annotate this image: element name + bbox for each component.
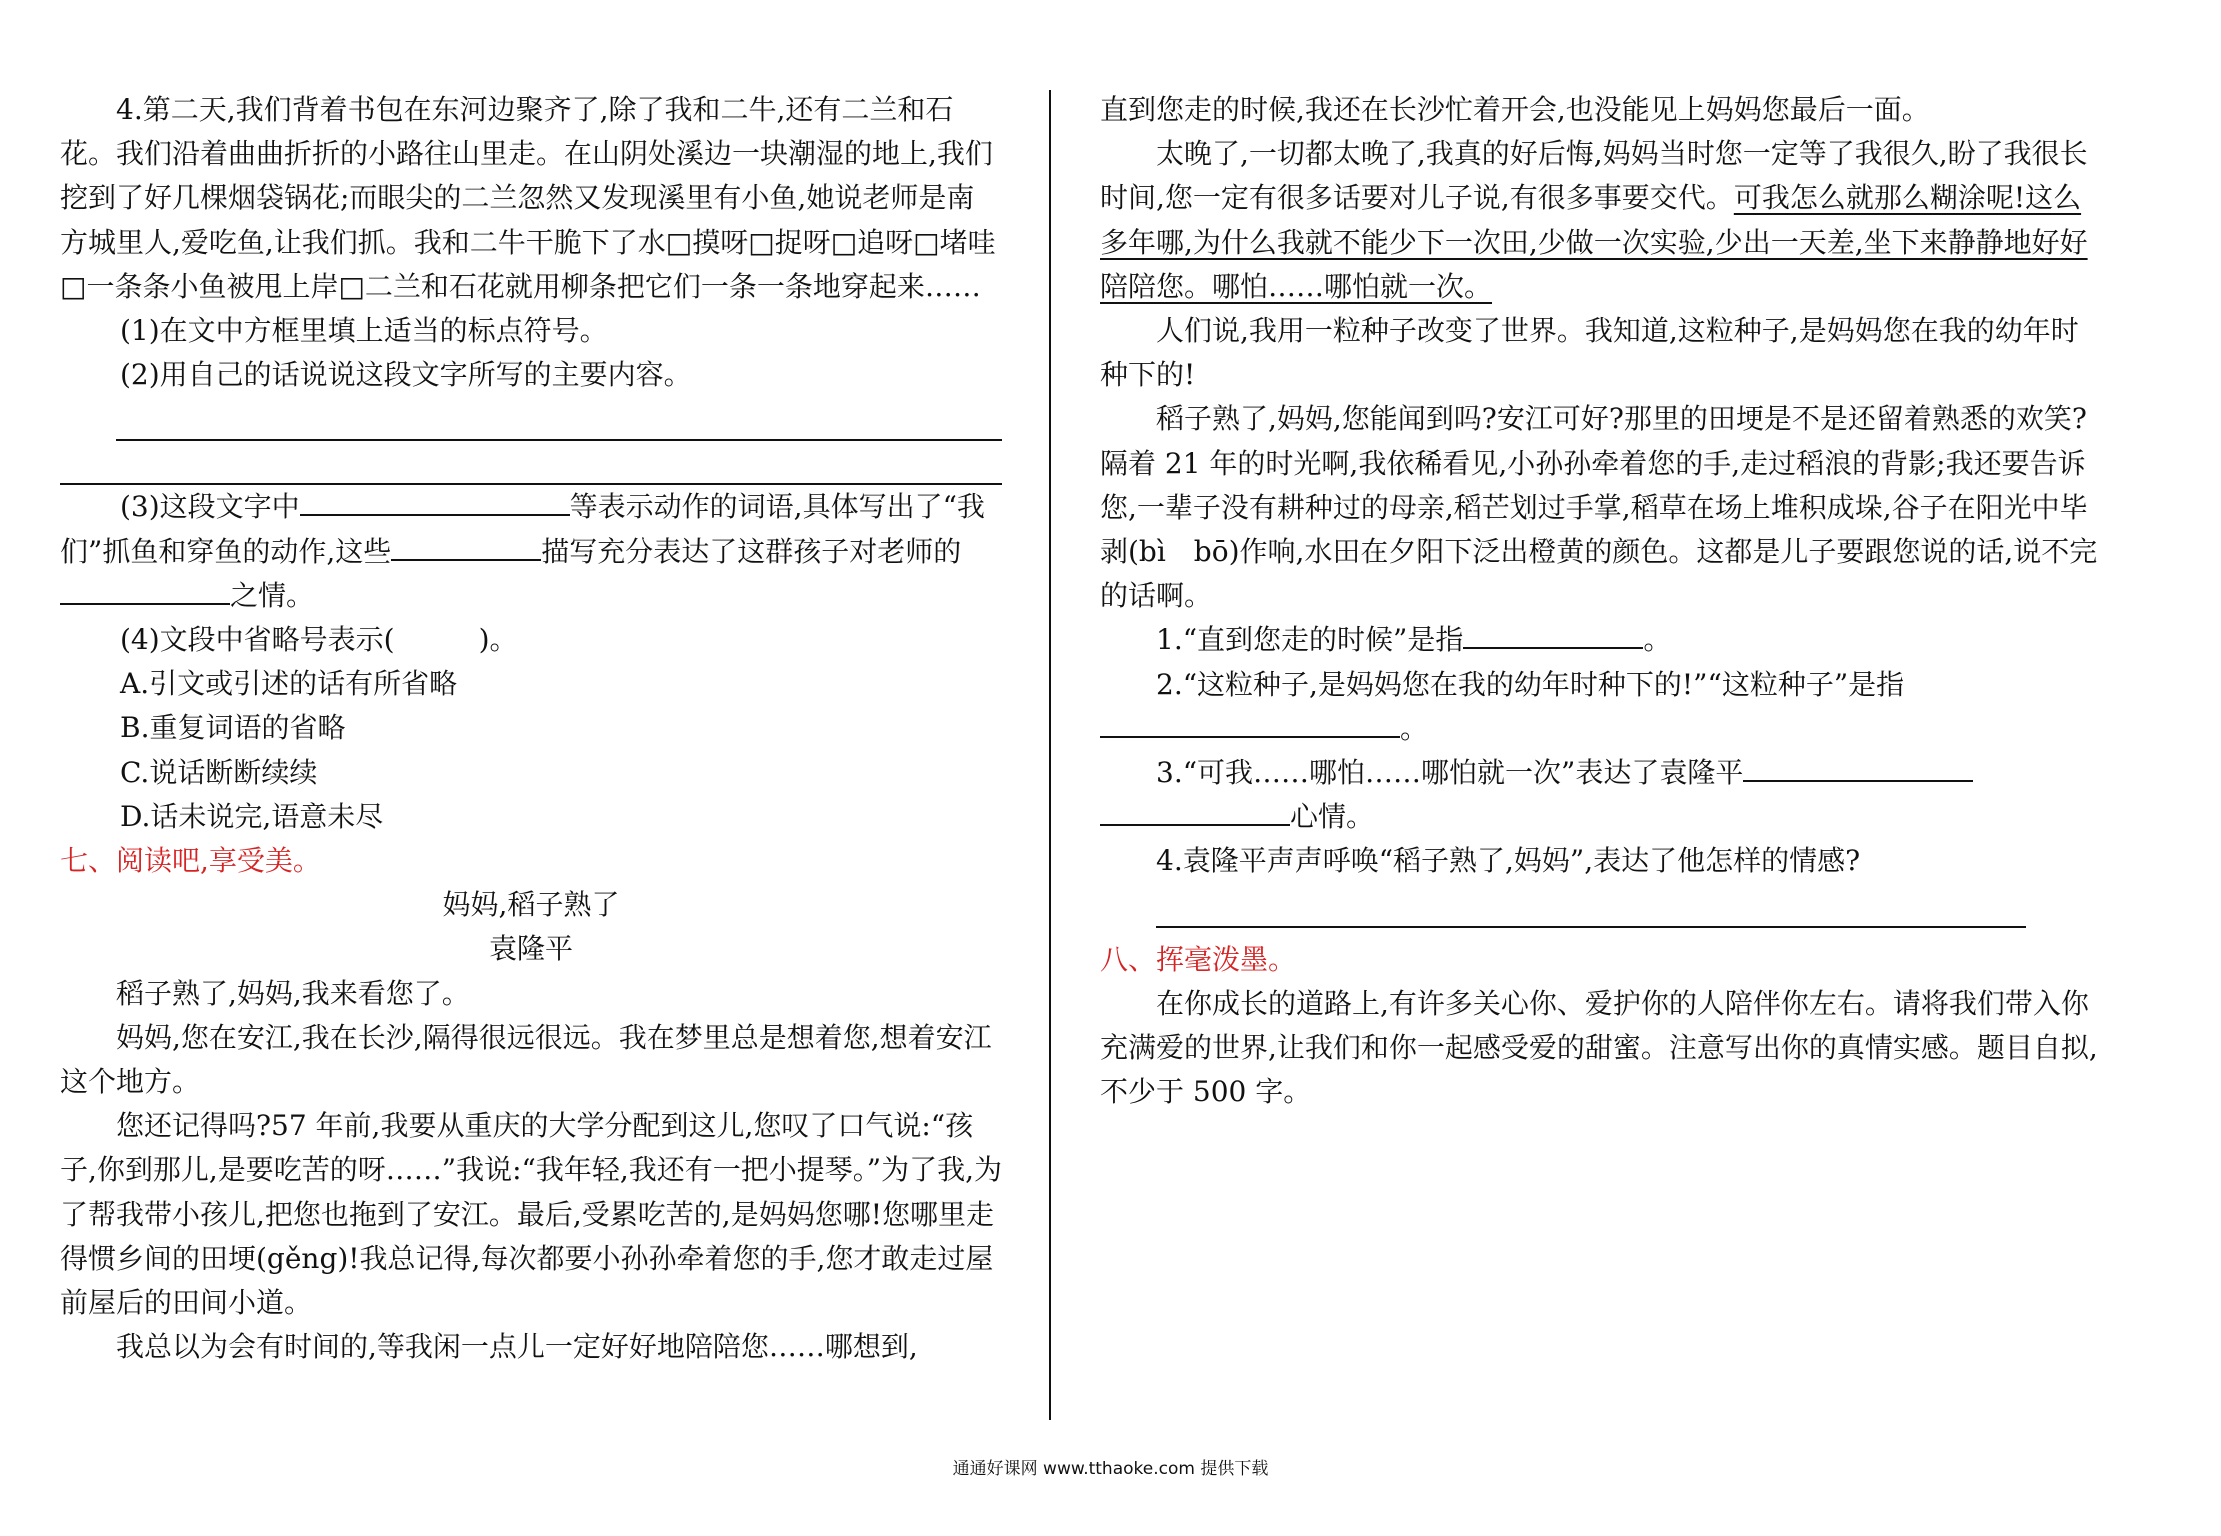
answer-blank[interactable]	[1463, 619, 1643, 649]
reading-question-1	[1100, 618, 2100, 662]
reading-question-3-text: 3.“可我……哪怕……哪怕就一次”表达了袁隆平	[1156, 756, 1744, 790]
underlined-sentence: 可我怎么就那么糊涂呢!这么多年哪,为什么我就不能少下一次田,少做一次实验,少出一天差,坐下来静静地好好陪陪您。哪怕……哪怕就一次。	[1100, 181, 2088, 303]
subquestion-3-part-d: 之情。	[230, 578, 315, 612]
right-column	[1100, 88, 2100, 1114]
left-column	[60, 88, 1002, 1369]
article-paragraph-8: 稻子熟了,妈妈,您能闻到吗?安江可好?那里的田埂是不是还留着熟悉的欢笑?隔着 21 年的时光啊,我依稀看见,小孙孙牵着您的手,走过稻浪的背影;我还要告诉您,一辈子没有耕种过的母亲,稻芒划过手掌,稻草在场上堆积成垛,谷子在阳光中毕剥(bì bō)作响,水田在夕阳下泛出橙黄的颜色。这都是儿子要跟您说的话,说不完的话啊。	[1100, 402, 2098, 613]
writing-prompt: 在你成长的道路上,有许多关心你、爱护你的人陪伴你左右。请将我们带入你充满爱的世界,让我们和你一起感受爱的甜蜜。注意写出你的真情实感。题目自拟,不少于 500 字。	[1100, 986, 2098, 1109]
article-paragraph-3: 您还记得吗?57 年前,我要从重庆的大学分配到这儿,您叹了口气说:“孩子,你到那儿,是要吃苦的呀……”我说:“我年轻,我还有一把小提琴。”为了我,为了帮我带小孩儿,把您也拖到了安江。最后,受累吃苦的,是妈妈您哪!您哪里走得惯乡间的田埂(gěng)!我总记得,每次都要小孙孙牵着您的手,您才敢走过屋前屋后的田间小道。	[60, 1109, 1002, 1320]
article-paragraph-6	[1100, 132, 2100, 309]
reading-question-2-end: 。	[1400, 711, 1429, 745]
reading-question-2-text: 2.“这粒种子,是妈妈您在我的幼年时种下的!”“这粒种子”是指	[1156, 667, 1905, 701]
article-author: 袁隆平	[488, 932, 573, 966]
answer-blank[interactable]	[1100, 708, 1400, 738]
footer-credit: 通通好课网 www.tthaoke.com 提供下载	[952, 1459, 1269, 1479]
answer-blank[interactable]	[300, 486, 570, 516]
article-title: 妈妈,稻子熟了	[442, 888, 620, 922]
answer-blank[interactable]	[60, 575, 230, 605]
paragraph-6-text: 太晚了,一切都太晚了,我真的好后悔,妈妈当时您一定等了我很久,盼了我很长时间,您一定有很多话要对儿子说,有很多事要交代。	[1100, 137, 2088, 215]
subquestion-3-part-c: 描写充分表达了这群孩子对老师的	[541, 534, 962, 568]
section-8-heading: 八、挥毫泼墨。	[1100, 942, 1297, 976]
answer-blank[interactable]	[391, 531, 541, 561]
reading-question-3	[1100, 751, 2100, 839]
article-paragraph-5: 直到您走的时候,我还在长沙忙着开会,也没能见上妈妈您最后一面。	[1100, 93, 1930, 126]
subquestion-2: (2)用自己的话说说这段文字所写的主要内容。	[120, 358, 692, 392]
reading-question-2	[1100, 663, 2100, 751]
subquestion-4: (4)文段中省略号表示( )。	[120, 623, 518, 657]
answer-blank[interactable]	[1100, 796, 1290, 826]
option-b: B.重复词语的省略	[120, 711, 346, 745]
answer-line[interactable]	[116, 397, 1002, 441]
subquestion-3	[60, 485, 1002, 618]
column-divider	[1049, 90, 1051, 1420]
reading-question-1-end: 。	[1643, 623, 1672, 657]
option-c: C.说话断断续续	[120, 755, 318, 789]
reading-question-3-end: 心情。	[1290, 800, 1375, 834]
option-d: D.话未说完,语意未尽	[120, 799, 384, 833]
reading-question-4: 4.袁隆平声声呼唤“稻子熟了,妈妈”,表达了他怎样的情感?	[1156, 844, 1861, 878]
article-paragraph-2: 妈妈,您在安江,我在长沙,隔得很远很远。我在梦里总是想着您,想着安江这个地方。	[60, 1020, 992, 1099]
subquestion-3-part-b: 等表示动作的词语,具体写出了“我们”抓鱼和穿鱼的动作,这些	[60, 490, 985, 568]
article-paragraph-4: 我总以为会有时间的,等我闲一点儿一定好好地陪陪您……哪想到,	[116, 1330, 918, 1364]
answer-blank[interactable]	[1743, 752, 1973, 782]
reading-question-1-text: 1.“直到您走的时候”是指	[1156, 623, 1464, 657]
answer-line[interactable]	[1156, 884, 2026, 928]
answer-line[interactable]	[60, 441, 1002, 485]
article-paragraph-1: 稻子熟了,妈妈,我来看您了。	[116, 976, 470, 1010]
article-paragraph-7: 人们说,我用一粒种子改变了世界。我知道,这粒种子,是妈妈您在我的幼年时种下的!	[1100, 314, 2079, 392]
question-4-passage: 4.第二天,我们背着书包在东河边聚齐了,除了我和二牛,还有二兰和石花。我们沿着曲曲折折的小路往山里走。在山阴处溪边一块潮湿的地上,我们挖到了好几棵烟袋锅花;而眼尖的二兰忽然又发现溪里有小鱼,她说老师是南方城里人,爱吃鱼,让我们抓。我和二牛干脆下了水□摸呀□捉呀□追呀□堵哇□一条条小鱼被甩上岸□二兰和石花就用柳条把它们一条一条地穿起来……	[60, 93, 996, 303]
subquestion-1: (1)在文中方框里填上适当的标点符号。	[120, 314, 608, 348]
subquestion-3-part-a: (3)这段文字中	[120, 490, 300, 524]
section-7-heading: 七、阅读吧,享受美。	[60, 844, 321, 878]
option-a: A.引文或引述的话有所省略	[120, 667, 458, 701]
